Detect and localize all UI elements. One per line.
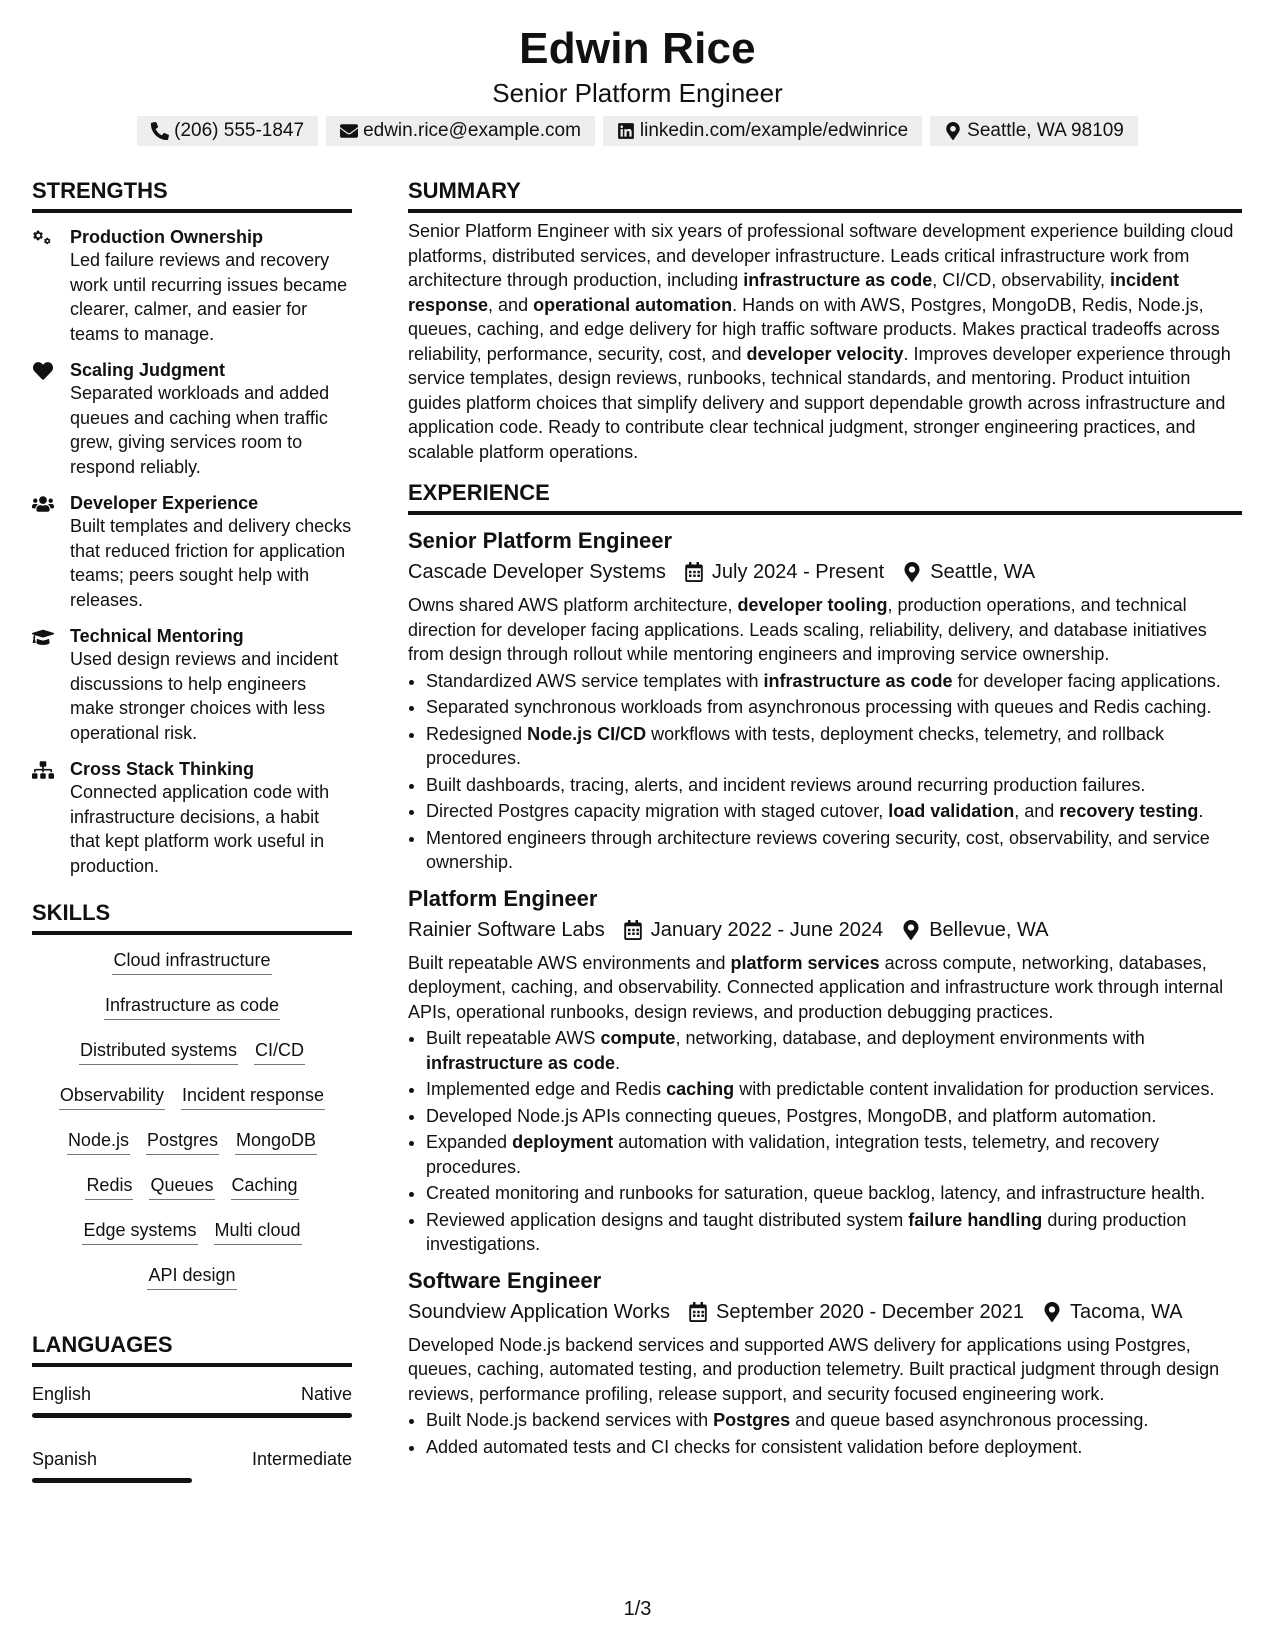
list-item: • Added automated tests and CI checks for consistent validation before deployment. [426, 1435, 1242, 1460]
right-column [408, 178, 1242, 1461]
skill-tag: Queues [149, 1174, 214, 1200]
list-item: • Standardized AWS service templates with infrastructure as code for developer facing applications. [426, 669, 1242, 694]
candidate-name: Edwin Rice [519, 24, 756, 73]
proficiency-fill [32, 1478, 192, 1483]
strength-item [32, 492, 352, 612]
job-title: Senior Platform Engineer [408, 528, 673, 553]
skills-row [42, 1219, 342, 1245]
strength-desc: Used design reviews and incident discussions to help engineers make stronger choices with less operational risk. [70, 649, 339, 743]
skill-tag: Distributed systems [79, 1039, 238, 1065]
map-pin-icon [944, 122, 962, 140]
heart-icon [32, 359, 70, 479]
experience-list [408, 527, 1242, 1459]
job-location: Bellevue, WA [929, 918, 1049, 941]
strength-title: Scaling Judgment [70, 360, 226, 380]
sitemap-icon [32, 758, 70, 878]
map-pin-icon [1024, 1302, 1070, 1322]
job-meta [408, 917, 1242, 943]
left-column [32, 178, 352, 1483]
skill-tag: Infrastructure as code [104, 994, 280, 1020]
company-name: Rainier Software Labs [408, 918, 605, 941]
resume-header [0, 22, 1275, 146]
proficiency-fill [32, 1413, 352, 1418]
strength-title: Technical Mentoring [70, 626, 244, 646]
list-item: • Expanded deployment automation with validation, integration tests, telemetry, and recovery procedures. [426, 1130, 1242, 1179]
users-icon [32, 492, 70, 612]
list-item: • Mentored engineers through architecture reviews covering security, cost, observability, and service ownership. [426, 826, 1242, 875]
skill-tag: Observability [59, 1084, 165, 1110]
skill-tag: Redis [85, 1174, 133, 1200]
skills-row [42, 1264, 342, 1290]
skills-row [42, 1174, 342, 1200]
job-description: Developed Node.js backend services and supported AWS delivery for applications using Postgres, queues, caching, automated testing, and production telemetry. Built practical judgment through design reviews, performance profiling, release support, and security focused engineering work. [408, 1334, 1220, 1404]
map-pin-icon [884, 562, 930, 582]
skills-list [32, 949, 352, 1290]
contact-text: (206) 555-1847 [174, 120, 305, 141]
strength-item [32, 359, 352, 479]
job-description: Built repeatable AWS environments and platform services across compute, networking, databases, deployment, caching, and observability. Connected application and infrastructure work through internal APIs, operational runbooks, design reviews, and production debugging practices. [408, 952, 1224, 1022]
job-meta [408, 559, 1242, 585]
list-item: • Built dashboards, tracing, alerts, and incident reviews around recurring production failures. [426, 773, 1242, 798]
page-number: 1/3 [623, 1598, 652, 1620]
skills-row [42, 949, 342, 975]
skill-tag: Postgres [146, 1129, 219, 1155]
skills-row [42, 994, 342, 1020]
job-entry [408, 1267, 1242, 1460]
proficiency-bar [32, 1478, 352, 1483]
strength-desc: Built templates and delivery checks that reduced friction for application teams; peers sought help with releases. [70, 516, 352, 610]
language-item [32, 1448, 352, 1483]
list-item: • Reviewed application designs and taught distributed system failure handling during production investigations. [426, 1208, 1242, 1257]
contact-text: edwin.rice@example.com [363, 120, 581, 141]
skill-tag: MongoDB [235, 1129, 317, 1155]
contact-bar [0, 116, 1275, 146]
job-location: Tacoma, WA [1069, 1300, 1183, 1323]
language-name: Spanish [32, 1449, 98, 1469]
candidate-title: Senior Platform Engineer [492, 78, 783, 108]
list-item: • Created monitoring and runbooks for saturation, queue backlog, latency, and infrastructure health. [426, 1181, 1242, 1206]
list-item: • Implemented edge and Redis caching with predictable content invalidation for production services. [426, 1077, 1242, 1102]
job-dates: January 2022 - June 2024 [650, 918, 884, 941]
summary-text: Senior Platform Engineer with six years of professional software development experience building cloud platforms, distributed services, and developer infrastructure. Leads critical infrastructure work from architecture through production, including infrastructure as code, CI/CD, observability, incident response, and operational automation. Hands on with AWS, Postgres, MongoDB, Redis, Node.js, queues, caching, and edge delivery for high traffic software products. Makes practical tradeoffs across reliability, performance, security, cost, and developer velocity. Improves developer experience through service templates, design reviews, runbooks, technical standards, and mentoring. Product intuition guides platform choices that simplify delivery and support dependable growth across infrastructure and application code. Ready to contribute clear technical judgment, stronger engineering practices, and scalable platform operations. [408, 221, 1234, 462]
skills-row [42, 1129, 342, 1155]
strength-desc: Connected application code with infrastructure decisions, a habit that kept platform work useful in production. [70, 782, 330, 876]
job-entry [408, 527, 1242, 875]
contact-text: linkedin.com/example/edwinrice [639, 120, 909, 141]
calendar-icon [605, 920, 651, 940]
strength-title: Production Ownership [70, 227, 264, 247]
strengths-list [32, 226, 352, 878]
summary-heading: SUMMARY [408, 178, 1242, 213]
proficiency-bar [32, 1413, 352, 1418]
contact-text: Seattle, WA 98109 [967, 120, 1124, 141]
skill-tag: Node.js [67, 1129, 130, 1155]
language-level: Intermediate [251, 1449, 352, 1469]
contact-item [603, 116, 922, 146]
job-bullets [408, 1026, 1242, 1257]
company-name: Soundview Application Works [408, 1300, 670, 1323]
contact-item [137, 116, 318, 146]
job-dates: September 2020 - December 2021 [716, 1300, 1024, 1323]
contact-item [930, 116, 1138, 146]
job-dates: July 2024 - Present [711, 561, 885, 583]
job-location: Seattle, WA [930, 561, 1036, 583]
strengths-heading: STRENGTHS [32, 178, 352, 213]
list-item: • Built repeatable AWS compute, networking, database, and deployment environments with infrastructure as code. [426, 1026, 1242, 1075]
calendar-icon [670, 1302, 716, 1322]
job-bullets [408, 1408, 1242, 1459]
languages-list [32, 1383, 352, 1483]
strength-item [32, 758, 352, 878]
strength-desc: Led failure reviews and recovery work until recurring issues became clearer, calmer, and easier for teams to manage. [70, 250, 348, 344]
job-meta [408, 1299, 1242, 1325]
list-item: • Developed Node.js APIs connecting queues, Postgres, MongoDB, and platform automation. [426, 1104, 1242, 1129]
skill-tag: Caching [231, 1174, 299, 1200]
company-name: Cascade Developer Systems [408, 561, 666, 583]
list-item: • Separated synchronous workloads from asynchronous processing with queues and Redis caching. [426, 695, 1242, 720]
job-entry [408, 885, 1242, 1257]
skill-tag: Incident response [181, 1084, 325, 1110]
experience-heading: EXPERIENCE [408, 480, 1242, 515]
contact-item [326, 116, 595, 146]
skills-row [42, 1039, 342, 1065]
skill-tag: API design [147, 1264, 236, 1290]
job-title: Software Engineer [408, 1267, 602, 1293]
skill-tag: CI/CD [254, 1039, 305, 1065]
skills-heading: SKILLS [32, 900, 352, 935]
language-level: Native [300, 1384, 352, 1404]
strength-desc: Separated workloads and added queues and caching when traffic grew, giving services room to respond reliably. [70, 383, 330, 477]
strength-title: Cross Stack Thinking [70, 759, 255, 779]
gears-icon [32, 226, 70, 346]
skill-tag: Multi cloud [214, 1219, 302, 1245]
languages-heading: LANGUAGES [32, 1332, 352, 1367]
language-name: English [32, 1384, 92, 1404]
job-bullets [408, 669, 1242, 875]
skill-tag: Cloud infrastructure [112, 949, 271, 975]
skills-row [42, 1084, 342, 1110]
map-pin-icon [883, 920, 929, 940]
job-title: Platform Engineer [408, 885, 598, 911]
language-item [32, 1383, 352, 1418]
calendar-icon [666, 562, 712, 582]
job-description: Owns shared AWS platform architecture, developer tooling, production operations, and technical direction for developer facing applications. Leads scaling, reliability, delivery, and database initiatives from design through rollout while mentoring engineers and improving service ownership. [408, 595, 1207, 664]
strength-item [32, 625, 352, 745]
list-item: • Redesigned Node.js CI/CD workflows with tests, deployment checks, telemetry, and rollback procedures. [426, 722, 1242, 771]
linkedin-icon [617, 122, 635, 140]
list-item: • Built Node.js backend services with Postgres and queue based asynchronous processing. [426, 1408, 1242, 1433]
list-item: • Directed Postgres capacity migration with staged cutover, load validation, and recovery testing. [426, 799, 1242, 824]
strength-title: Developer Experience [70, 493, 259, 513]
skill-tag: Edge systems [82, 1219, 197, 1245]
strength-item [32, 226, 352, 346]
graduation-cap-icon [32, 625, 70, 745]
envelope-icon [340, 122, 358, 140]
phone-icon [151, 122, 169, 140]
